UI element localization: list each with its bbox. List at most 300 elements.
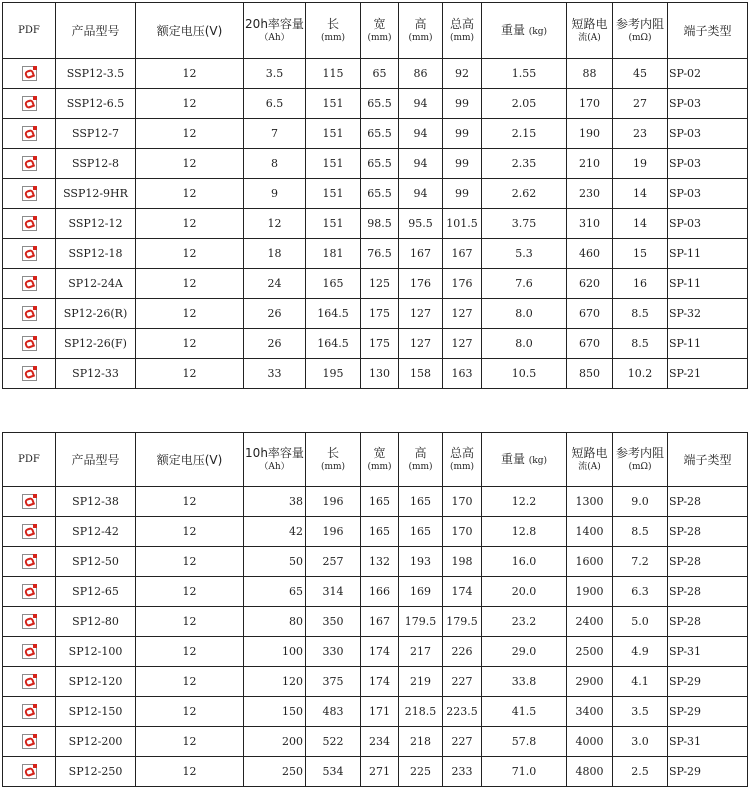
cell-width: 132 — [361, 547, 399, 577]
header-length-label: 长 — [326, 445, 339, 460]
cell-capacity: 80 — [244, 607, 306, 637]
cell-height: 94 — [399, 119, 443, 149]
header-short-circuit — [567, 3, 613, 59]
cell-weight: 29.0 — [482, 637, 567, 667]
cell-width: 65 — [361, 59, 399, 89]
cell-width: 167 — [361, 607, 399, 637]
cell-width: 165 — [361, 517, 399, 547]
table-row — [3, 179, 748, 209]
header-model: 产品型号 — [56, 3, 136, 59]
battery-spec-table-2 — [2, 432, 748, 787]
cell-terminal: SP-28 — [668, 577, 748, 607]
cell-model: SSP12-18 — [56, 239, 136, 269]
cell-width: 125 — [361, 269, 399, 299]
cell-weight: 2.15 — [482, 119, 567, 149]
cell-voltage: 12 — [136, 577, 244, 607]
header-capacity — [244, 3, 306, 59]
cell-short-circuit: 1600 — [567, 547, 613, 577]
pdf-icon[interactable] — [22, 66, 37, 81]
cell-length: 164.5 — [306, 329, 361, 359]
cell-voltage: 12 — [136, 359, 244, 389]
cell-resistance: 9.0 — [613, 487, 668, 517]
pdf-cell[interactable] — [3, 359, 56, 389]
header-short-circuit — [567, 433, 613, 487]
cell-weight: 2.62 — [482, 179, 567, 209]
cell-short-circuit: 620 — [567, 269, 613, 299]
cell-resistance: 27 — [613, 89, 668, 119]
cell-voltage: 12 — [136, 637, 244, 667]
table-row — [3, 727, 748, 757]
header-height — [399, 433, 443, 487]
cell-terminal: SP-02 — [668, 59, 748, 89]
pdf-icon[interactable] — [22, 764, 37, 779]
cell-model: SP12-24A — [56, 269, 136, 299]
cell-height: 165 — [399, 487, 443, 517]
header-weight-label: 重量 — [500, 451, 525, 466]
cell-capacity: 120 — [244, 667, 306, 697]
table-row — [3, 667, 748, 697]
pdf-icon[interactable] — [22, 644, 37, 659]
header-width-unit: (mm) — [367, 32, 392, 43]
pdf-icon[interactable] — [22, 554, 37, 569]
cell-length: 151 — [306, 119, 361, 149]
cell-model: SP12-33 — [56, 359, 136, 389]
cell-short-circuit: 850 — [567, 359, 613, 389]
cell-short-circuit: 670 — [567, 329, 613, 359]
cell-short-circuit: 210 — [567, 149, 613, 179]
cell-height: 165 — [399, 517, 443, 547]
cell-weight: 23.2 — [482, 607, 567, 637]
header-voltage: 额定电压(V) — [136, 433, 244, 487]
cell-short-circuit: 170 — [567, 89, 613, 119]
table-row — [3, 517, 748, 547]
cell-capacity: 250 — [244, 757, 306, 787]
cell-capacity: 9 — [244, 179, 306, 209]
pdf-cell[interactable] — [3, 179, 56, 209]
header-resistance-label: 参考内阻 — [615, 445, 664, 460]
table-row — [3, 59, 748, 89]
cell-height: 95.5 — [399, 209, 443, 239]
pdf-cell[interactable] — [3, 697, 56, 727]
cell-weight: 5.3 — [482, 239, 567, 269]
cell-width: 175 — [361, 329, 399, 359]
pdf-icon[interactable] — [22, 584, 37, 599]
cell-length: 196 — [306, 487, 361, 517]
cell-width: 76.5 — [361, 239, 399, 269]
cell-height: 94 — [399, 149, 443, 179]
header-height-label: 高 — [414, 16, 427, 31]
cell-voltage: 12 — [136, 179, 244, 209]
header-width-label: 宽 — [373, 16, 386, 31]
table-row — [3, 577, 748, 607]
cell-weight: 71.0 — [482, 757, 567, 787]
cell-short-circuit: 2400 — [567, 607, 613, 637]
cell-width: 234 — [361, 727, 399, 757]
pdf-icon[interactable] — [22, 674, 37, 689]
cell-voltage: 12 — [136, 119, 244, 149]
table-row — [3, 329, 748, 359]
header-resistance — [613, 433, 668, 487]
header-height — [399, 3, 443, 59]
cell-short-circuit: 4000 — [567, 727, 613, 757]
cell-voltage: 12 — [136, 667, 244, 697]
cell-model: SP12-26(F) — [56, 329, 136, 359]
cell-model: SP12-250 — [56, 757, 136, 787]
table-row — [3, 149, 748, 179]
cell-height: 217 — [399, 637, 443, 667]
cell-width: 271 — [361, 757, 399, 787]
pdf-icon[interactable] — [22, 246, 37, 261]
cell-model: SP12-65 — [56, 577, 136, 607]
cell-width: 65.5 — [361, 119, 399, 149]
cell-total-height: 99 — [443, 179, 482, 209]
cell-weight: 12.8 — [482, 517, 567, 547]
battery-spec-table-1 — [2, 2, 748, 389]
cell-total-height: 176 — [443, 269, 482, 299]
cell-height: 94 — [399, 89, 443, 119]
pdf-cell[interactable] — [3, 269, 56, 299]
header-short-circuit-unit: 流(A) — [578, 32, 601, 43]
table-row — [3, 209, 748, 239]
cell-weight: 7.6 — [482, 269, 567, 299]
cell-resistance: 10.2 — [613, 359, 668, 389]
pdf-icon[interactable] — [22, 614, 37, 629]
cell-width: 171 — [361, 697, 399, 727]
pdf-cell[interactable] — [3, 89, 56, 119]
header-capacity-unit: （Ah） — [259, 32, 290, 43]
cell-length: 196 — [306, 517, 361, 547]
header-pdf: PDF — [3, 433, 56, 487]
cell-terminal: SP-29 — [668, 757, 748, 787]
cell-capacity: 3.5 — [244, 59, 306, 89]
pdf-cell[interactable] — [3, 637, 56, 667]
cell-resistance: 8.5 — [613, 299, 668, 329]
cell-terminal: SP-03 — [668, 119, 748, 149]
cell-length: 151 — [306, 179, 361, 209]
cell-resistance: 4.9 — [613, 637, 668, 667]
header-weight-unit: (kg) — [528, 26, 548, 37]
cell-capacity: 18 — [244, 239, 306, 269]
cell-weight: 16.0 — [482, 547, 567, 577]
header-resistance — [613, 3, 668, 59]
cell-height: 169 — [399, 577, 443, 607]
cell-length: 151 — [306, 89, 361, 119]
cell-resistance: 8.5 — [613, 517, 668, 547]
table-row — [3, 119, 748, 149]
header-voltage: 额定电压(V) — [136, 3, 244, 59]
cell-total-height: 226 — [443, 637, 482, 667]
pdf-icon[interactable] — [22, 96, 37, 111]
table-row — [3, 637, 748, 667]
cell-model: SSP12-8 — [56, 149, 136, 179]
header-resistance-unit: (mΩ) — [628, 461, 652, 472]
pdf-icon[interactable] — [22, 216, 37, 231]
cell-voltage: 12 — [136, 329, 244, 359]
cell-short-circuit: 1400 — [567, 517, 613, 547]
pdf-icon[interactable] — [22, 366, 37, 381]
cell-resistance: 5.0 — [613, 607, 668, 637]
pdf-icon[interactable] — [22, 156, 37, 171]
cell-weight: 2.05 — [482, 89, 567, 119]
header-height-unit: (mm) — [408, 461, 433, 472]
cell-height: 193 — [399, 547, 443, 577]
cell-model: SSP12-9HR — [56, 179, 136, 209]
cell-terminal: SP-11 — [668, 329, 748, 359]
cell-capacity: 33 — [244, 359, 306, 389]
cell-total-height: 99 — [443, 89, 482, 119]
table-row — [3, 89, 748, 119]
cell-total-height: 101.5 — [443, 209, 482, 239]
cell-terminal: SP-31 — [668, 727, 748, 757]
cell-model: SSP12-12 — [56, 209, 136, 239]
pdf-cell[interactable] — [3, 59, 56, 89]
cell-terminal: SP-28 — [668, 607, 748, 637]
cell-length: 522 — [306, 727, 361, 757]
cell-terminal: SP-28 — [668, 487, 748, 517]
cell-short-circuit: 230 — [567, 179, 613, 209]
pdf-icon[interactable] — [22, 524, 37, 539]
pdf-icon[interactable] — [22, 126, 37, 141]
cell-total-height: 127 — [443, 299, 482, 329]
header-capacity-unit: （Ah） — [259, 461, 290, 472]
cell-total-height: 174 — [443, 577, 482, 607]
cell-total-height: 167 — [443, 239, 482, 269]
cell-voltage: 12 — [136, 209, 244, 239]
cell-length: 181 — [306, 239, 361, 269]
cell-height: 127 — [399, 299, 443, 329]
cell-capacity: 50 — [244, 547, 306, 577]
cell-height: 127 — [399, 329, 443, 359]
cell-length: 195 — [306, 359, 361, 389]
header-width — [361, 3, 399, 59]
cell-model: SP12-120 — [56, 667, 136, 697]
pdf-cell[interactable] — [3, 209, 56, 239]
pdf-cell[interactable] — [3, 577, 56, 607]
table-row — [3, 359, 748, 389]
cell-height: 225 — [399, 757, 443, 787]
cell-terminal: SP-29 — [668, 667, 748, 697]
cell-voltage: 12 — [136, 517, 244, 547]
cell-total-height: 198 — [443, 547, 482, 577]
cell-terminal: SP-21 — [668, 359, 748, 389]
cell-model: SP12-100 — [56, 637, 136, 667]
cell-short-circuit: 670 — [567, 299, 613, 329]
cell-height: 158 — [399, 359, 443, 389]
pdf-icon[interactable] — [22, 494, 37, 509]
cell-length: 115 — [306, 59, 361, 89]
cell-width: 174 — [361, 637, 399, 667]
header-height-label: 高 — [414, 445, 427, 460]
table-row — [3, 697, 748, 727]
table-row — [3, 607, 748, 637]
cell-terminal: SP-03 — [668, 89, 748, 119]
cell-model: SP12-50 — [56, 547, 136, 577]
header-length — [306, 433, 361, 487]
header-total-height-label: 总高 — [449, 445, 474, 460]
cell-voltage: 12 — [136, 697, 244, 727]
cell-voltage: 12 — [136, 239, 244, 269]
header-capacity-label: 10h率容量 — [245, 445, 304, 460]
cell-terminal: SP-29 — [668, 697, 748, 727]
cell-resistance: 2.5 — [613, 757, 668, 787]
cell-short-circuit: 1900 — [567, 577, 613, 607]
header-weight-label: 重量 — [500, 22, 525, 37]
cell-width: 174 — [361, 667, 399, 697]
header-total-height — [443, 433, 482, 487]
cell-length: 165 — [306, 269, 361, 299]
cell-weight: 20.0 — [482, 577, 567, 607]
pdf-icon[interactable] — [22, 336, 37, 351]
cell-capacity: 7 — [244, 119, 306, 149]
header-length-label: 长 — [326, 16, 339, 31]
cell-weight: 8.0 — [482, 329, 567, 359]
cell-resistance: 14 — [613, 209, 668, 239]
cell-resistance: 4.1 — [613, 667, 668, 697]
cell-short-circuit: 310 — [567, 209, 613, 239]
cell-short-circuit: 190 — [567, 119, 613, 149]
cell-width: 98.5 — [361, 209, 399, 239]
cell-short-circuit: 4800 — [567, 757, 613, 787]
cell-weight: 12.2 — [482, 487, 567, 517]
table-header-row — [3, 433, 748, 487]
cell-resistance: 19 — [613, 149, 668, 179]
cell-weight: 10.5 — [482, 359, 567, 389]
cell-terminal: SP-28 — [668, 517, 748, 547]
cell-weight: 8.0 — [482, 299, 567, 329]
pdf-icon[interactable] — [22, 306, 37, 321]
pdf-cell[interactable] — [3, 607, 56, 637]
pdf-cell[interactable] — [3, 119, 56, 149]
cell-height: 179.5 — [399, 607, 443, 637]
cell-length: 314 — [306, 577, 361, 607]
cell-model: SSP12-3.5 — [56, 59, 136, 89]
pdf-cell[interactable] — [3, 487, 56, 517]
cell-terminal: SP-03 — [668, 179, 748, 209]
cell-total-height: 227 — [443, 727, 482, 757]
cell-capacity: 8 — [244, 149, 306, 179]
cell-weight: 1.55 — [482, 59, 567, 89]
pdf-icon[interactable] — [22, 276, 37, 291]
cell-width: 65.5 — [361, 149, 399, 179]
cell-model: SP12-42 — [56, 517, 136, 547]
cell-height: 218.5 — [399, 697, 443, 727]
pdf-cell[interactable] — [3, 757, 56, 787]
pdf-cell[interactable] — [3, 149, 56, 179]
cell-terminal: SP-28 — [668, 547, 748, 577]
pdf-icon[interactable] — [22, 734, 37, 749]
header-pdf: PDF — [3, 3, 56, 59]
cell-total-height: 223.5 — [443, 697, 482, 727]
cell-capacity: 24 — [244, 269, 306, 299]
pdf-cell[interactable] — [3, 517, 56, 547]
header-weight — [482, 3, 567, 59]
cell-voltage: 12 — [136, 487, 244, 517]
cell-length: 151 — [306, 209, 361, 239]
cell-total-height: 99 — [443, 149, 482, 179]
cell-terminal: SP-03 — [668, 209, 748, 239]
header-short-circuit-label: 短路电 — [571, 16, 608, 31]
pdf-icon[interactable] — [22, 186, 37, 201]
header-total-height-unit: (mm) — [449, 461, 475, 472]
header-total-height — [443, 3, 482, 59]
cell-length: 151 — [306, 149, 361, 179]
cell-height: 218 — [399, 727, 443, 757]
cell-capacity: 6.5 — [244, 89, 306, 119]
cell-voltage: 12 — [136, 547, 244, 577]
cell-voltage: 12 — [136, 299, 244, 329]
cell-resistance: 3.5 — [613, 697, 668, 727]
cell-width: 130 — [361, 359, 399, 389]
pdf-cell[interactable] — [3, 239, 56, 269]
header-capacity — [244, 433, 306, 487]
cell-resistance: 23 — [613, 119, 668, 149]
cell-total-height: 92 — [443, 59, 482, 89]
cell-short-circuit: 3400 — [567, 697, 613, 727]
cell-length: 483 — [306, 697, 361, 727]
header-width-label: 宽 — [373, 445, 386, 460]
cell-width: 165 — [361, 487, 399, 517]
cell-length: 375 — [306, 667, 361, 697]
cell-terminal: SP-31 — [668, 637, 748, 667]
cell-resistance: 7.2 — [613, 547, 668, 577]
cell-width: 65.5 — [361, 89, 399, 119]
pdf-cell[interactable] — [3, 667, 56, 697]
pdf-cell[interactable] — [3, 727, 56, 757]
header-weight-unit: (kg) — [528, 455, 548, 466]
table-row — [3, 547, 748, 577]
cell-model: SSP12-7 — [56, 119, 136, 149]
header-short-circuit-label: 短路电 — [571, 445, 608, 460]
cell-short-circuit: 1300 — [567, 487, 613, 517]
cell-total-height: 227 — [443, 667, 482, 697]
table-row — [3, 299, 748, 329]
header-terminal: 端子类型 — [668, 433, 748, 487]
pdf-cell[interactable] — [3, 329, 56, 359]
cell-total-height: 233 — [443, 757, 482, 787]
cell-voltage: 12 — [136, 269, 244, 299]
cell-weight: 2.35 — [482, 149, 567, 179]
cell-model: SP12-200 — [56, 727, 136, 757]
cell-capacity: 100 — [244, 637, 306, 667]
cell-short-circuit: 88 — [567, 59, 613, 89]
cell-capacity: 12 — [244, 209, 306, 239]
header-length-unit: (mm) — [320, 32, 346, 43]
cell-terminal: SP-11 — [668, 269, 748, 299]
pdf-cell[interactable] — [3, 299, 56, 329]
cell-model: SSP12-6.5 — [56, 89, 136, 119]
cell-voltage: 12 — [136, 727, 244, 757]
cell-length: 257 — [306, 547, 361, 577]
cell-height: 94 — [399, 179, 443, 209]
cell-resistance: 8.5 — [613, 329, 668, 359]
cell-width: 166 — [361, 577, 399, 607]
header-height-unit: (mm) — [408, 32, 433, 43]
cell-short-circuit: 460 — [567, 239, 613, 269]
header-width-unit: (mm) — [367, 461, 392, 472]
cell-model: SP12-150 — [56, 697, 136, 727]
cell-length: 534 — [306, 757, 361, 787]
pdf-cell[interactable] — [3, 547, 56, 577]
cell-total-height: 170 — [443, 517, 482, 547]
cell-resistance: 16 — [613, 269, 668, 299]
cell-weight: 41.5 — [482, 697, 567, 727]
cell-terminal: SP-03 — [668, 149, 748, 179]
cell-terminal: SP-32 — [668, 299, 748, 329]
cell-height: 176 — [399, 269, 443, 299]
pdf-icon[interactable] — [22, 704, 37, 719]
cell-capacity: 38 — [244, 487, 306, 517]
cell-terminal: SP-11 — [668, 239, 748, 269]
